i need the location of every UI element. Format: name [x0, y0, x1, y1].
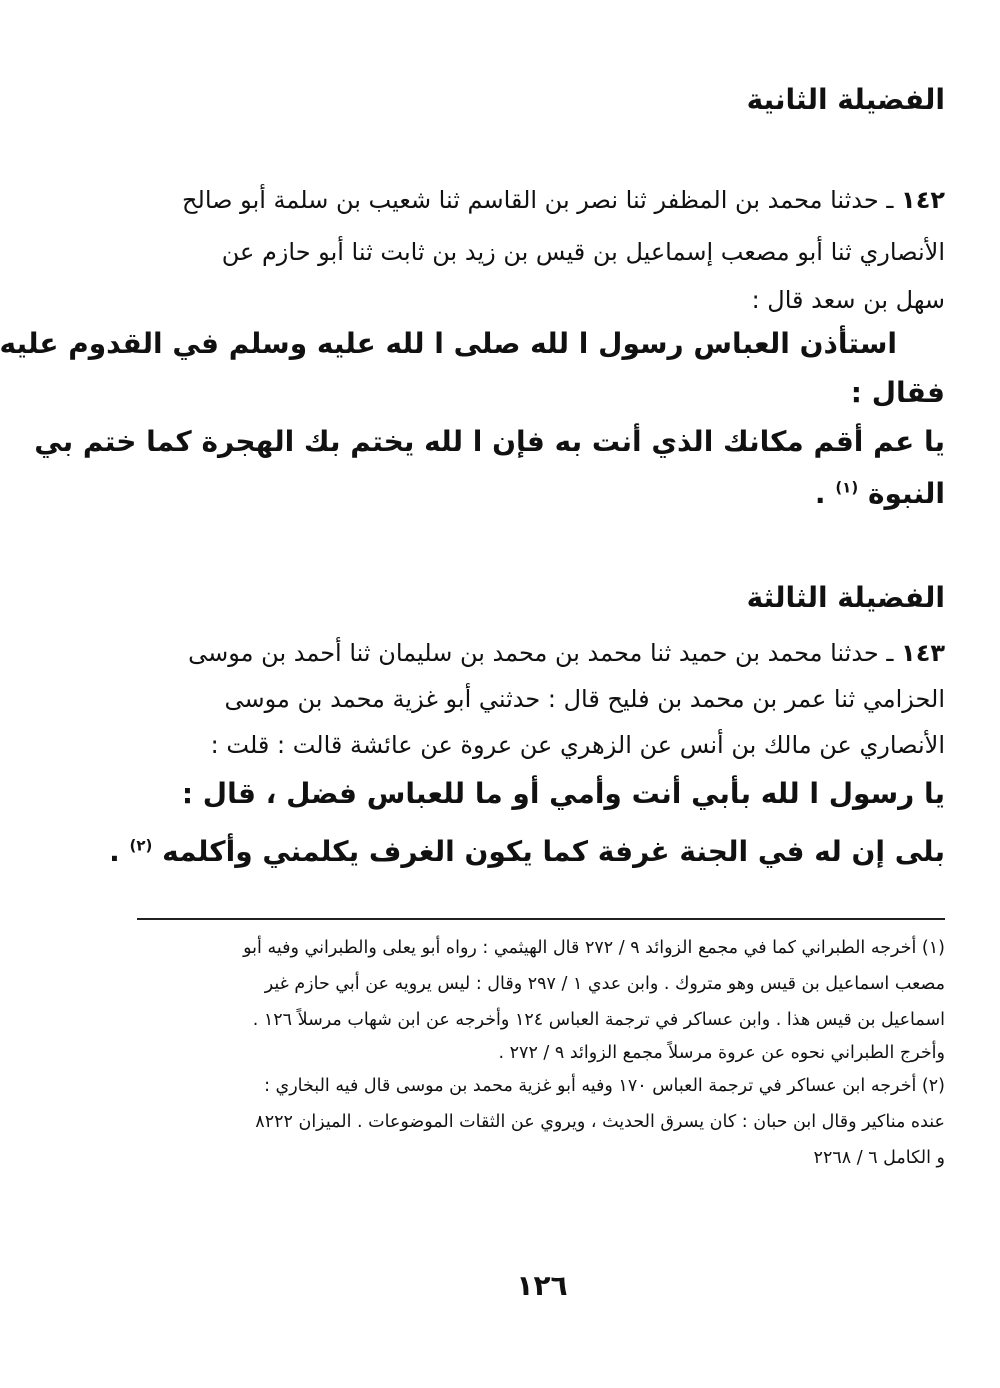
isnad-line: الحزامي ثنا عمر بن محمد بن فليح قال : حدثني أبو غزية محمد بن موسى	[224, 685, 945, 713]
footnote-line: اسماعيل بن قيس هذا . وابن عساكر في ترجمة العباس ١٢٤ وأخرجه عن ابن شهاب مرسلاً ١٢٦ .	[252, 1010, 945, 1030]
footnote-separator	[137, 918, 945, 920]
hadith-142-matn	[0, 318, 945, 520]
section-heading-second-virtue: الفضيلة الثانية	[746, 83, 945, 116]
footnote-line: وأخرج الطبراني نحوه عن عروة مرسلاً مجمع الزوائد ٩ / ٢٧٢ .	[498, 1043, 945, 1063]
hadith-number: ١٤٣	[901, 639, 945, 667]
end-mark: .	[109, 835, 120, 868]
footnote-line: (١) أخرجه الطبراني كما في مجمع الزوائد ٩ / ٢٧٢ قال الهيثمي : رواه أبو يعلى والطبراني وفيه أبو	[243, 938, 945, 958]
matn-line: يا عم أقم مكانك الذي أنت به فإن ا لله يختم بك الهجرة كما ختم بي	[34, 425, 945, 458]
footnotes	[139, 930, 945, 1176]
isnad-line: سهل بن سعد قال :	[751, 286, 945, 314]
hadith-143-isnad	[139, 630, 945, 768]
isnad-line: الأنصاري ثنا أبو مصعب إسماعيل بن قيس بن زيد بن ثابت ثنا أبو حازم عن	[221, 238, 945, 266]
section-heading-third-virtue: الفضيلة الثالثة	[746, 581, 945, 614]
footnote-line: (٢) أخرجه ابن عساكر في ترجمة العباس ١٧٠ وفيه أبو غزية محمد بن موسى قال فيه البخاري :	[264, 1076, 945, 1096]
isnad-line: ١٤٢ ـ حدثنا محمد بن المظفر ثنا نصر بن القاسم ثنا شعيب بن سلمة أبو صالح	[182, 186, 945, 214]
isnad-line: ١٤٣ ـ حدثنا محمد بن حميد ثنا محمد بن محمد بن سليمان ثنا أحمد بن موسى	[188, 639, 945, 667]
footnote-line: عنده مناكير وقال ابن حبان : كان يسرق الحديث ، ويروي عن الثقات الموضوعات . الميزان ٨٢٢٢	[255, 1112, 945, 1132]
footnote-marker: (٢)	[129, 836, 153, 855]
isnad-line: الأنصاري عن مالك بن أنس عن الزهري عن عروة عن عائشة قالت : قلت :	[210, 731, 945, 759]
hadith-number: ١٤٢	[901, 186, 945, 214]
footnote-line: و الكامل ٦ / ٢٢٦٨	[813, 1148, 945, 1168]
matn-line: استأذن العباس رسول ا لله صلى ا لله عليه وسلم في القدوم عليه	[0, 327, 897, 360]
hadith-142-isnad	[139, 174, 945, 326]
matn-line: بلى إن له في الجنة غرفة كما يكون الغرف يكلمني وأكلمه $^{(٢)}$ .	[109, 835, 945, 868]
matn-line: النبوة $^{(١)}$ .	[814, 477, 945, 510]
footnote-line: مصعب اسماعيل بن قيس وهو متروك . وابن عدي ١ / ٢٩٧ وقال : ليس يرويه عن أبي حازم غير	[264, 974, 945, 994]
page-number: ١٢٦	[516, 1269, 568, 1302]
footnote-marker: (١)	[835, 478, 859, 497]
end-mark: .	[814, 477, 826, 510]
matn-line: فقال :	[850, 376, 945, 409]
matn-line: يا رسول ا لله بأبي أنت وأمي أو ما للعباس فضل ، قال :	[181, 777, 945, 810]
hadith-143-matn	[109, 768, 945, 878]
